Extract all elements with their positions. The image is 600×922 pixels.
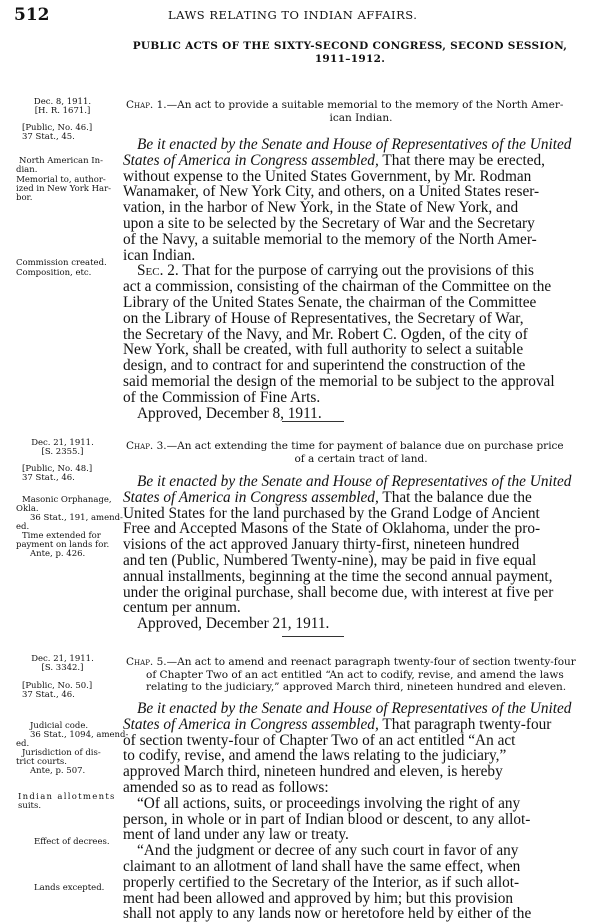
margin-note-line: Composition, etc.	[16, 268, 92, 278]
act3-chap-line: of Chapter Two of an act entitled “An act to codify, revise, and amend the laws	[146, 668, 564, 681]
act1-stat: 37 Stat., 45.	[22, 132, 75, 142]
margin-note-line: Ante, p. 507.	[30, 766, 86, 776]
body-line: shall not apply to any lands now or heretofore held by either of the	[123, 905, 532, 922]
act2-date: Dec. 21, 1911.	[31, 438, 94, 448]
margin-note-line: Lands excepted.	[34, 883, 105, 893]
act2-body	[123, 474, 571, 632]
act2-chap-label: Chap. 3.	[126, 440, 167, 452]
body-line: act a commission, consisting of the chairman of the Committee on the	[123, 278, 552, 296]
body-line: of the Navy, a suitable memorial to the memory of the North Amer-	[123, 230, 537, 248]
body-line: annual installments, beginning at the time the second annual payment,	[123, 567, 553, 585]
margin-note	[16, 175, 112, 203]
margin-note-line: ed.	[16, 739, 30, 749]
act3-dateline	[25, 655, 100, 673]
act2-chap-line: of a certain tract of land.	[294, 452, 428, 465]
body-text: That paragraph twenty-four	[378, 715, 552, 733]
body-line: “And the judgment or decree of any such court in favor of any	[137, 842, 519, 860]
margin-note-line: dian.	[16, 165, 38, 175]
section-title	[110, 40, 590, 66]
body-line: under the original purchase, shall become due, with interest at five per	[123, 583, 554, 601]
act3-date: Dec. 21, 1911.	[31, 654, 94, 664]
margin-note-line: North American In-	[19, 156, 103, 166]
margin-note-line: Ante, p. 426.	[30, 549, 86, 559]
margin-note-line: 36 Stat., 191, amend-	[30, 513, 123, 523]
margin-note-line: Okla.	[16, 504, 39, 514]
act3-chapter-heading	[126, 656, 576, 694]
section-label: Sec. 2.	[137, 262, 179, 280]
act3-public-number: [Public, No. 50.]	[22, 681, 93, 691]
act2-chap-line: —An act extending the time for payment of balance due on purchase price	[166, 440, 564, 452]
enacting-clause: States of America in Congress assembled,	[123, 488, 379, 506]
body-text: That there may be erected,	[378, 151, 545, 169]
act3-chap-line: —An act to amend and reenact paragraph twenty-four of section twenty-four	[166, 656, 576, 668]
margin-note-line: suits.	[18, 801, 42, 811]
margin-note	[18, 793, 116, 811]
enacting-clause: States of America in Congress assembled,	[123, 151, 379, 169]
body-line: approved March third, nineteen hundred and eleven, is hereby	[123, 763, 503, 781]
act2-chapter-heading	[126, 440, 596, 465]
body-line: to codify, revise, and amend the laws relating to the judiciary,”	[123, 747, 507, 765]
body-line: design, and to contract for and superintend the construction of the	[123, 357, 526, 375]
act1-approved: Approved, December 8, 1911.	[137, 404, 322, 422]
act2-dateline	[25, 439, 100, 457]
body-line: Be it enacted by the Senate and House of Representatives of the United	[137, 136, 572, 153]
margin-note	[16, 496, 112, 514]
act2-approved: Approved, December 21, 1911.	[137, 615, 330, 633]
body-line: ment of land under any law or treaty.	[123, 826, 349, 844]
act3-bill: [S. 3342.]	[41, 663, 84, 673]
body-line: the Secretary of the Navy, and Mr. Robert C. Ogden, of the city of	[123, 325, 528, 343]
running-head: LAWS RELATING TO INDIAN AFFAIRS.	[168, 8, 418, 22]
act2-bill: [S. 2355.]	[41, 447, 84, 457]
body-line: ican Indian.	[123, 246, 196, 264]
enacting-clause: States of America in Congress assembled,	[123, 715, 379, 733]
act2-citation	[22, 465, 92, 483]
body-line: United States for the land purchased by the Grand Lodge of Ancient	[123, 504, 540, 522]
margin-note-line: Time extended for	[22, 531, 101, 541]
act1-chap-line: ican Indian.	[329, 111, 393, 124]
body-text: That the balance due the	[378, 488, 532, 506]
act3-chap-line: relating to the judiciary,” approved March third, nineteen hundred and eleven.	[146, 681, 567, 693]
body-line: amended so as to read as follows:	[123, 778, 329, 796]
margin-note	[16, 259, 107, 278]
margin-note-line: Masonic Orphanage,	[22, 495, 112, 505]
body-line: vation, in the harbor of New York, in the State of New York, and	[123, 199, 519, 217]
body-line: properly certified to the Secretary of the Interior, as if such allot-	[123, 873, 520, 891]
act3-stat: 37 Stat., 46.	[22, 690, 75, 700]
section-title-line: PUBLIC ACTS OF THE SIXTY-SECOND CONGRESS, SECOND SESSION,	[132, 40, 568, 52]
body-line: on the Library of House of Representatives, the Secretary of War,	[123, 309, 524, 327]
margin-note-line: Judicial code.	[30, 721, 89, 731]
act1-bill: [H. R. 1671.]	[34, 106, 91, 116]
act1-dateline	[25, 98, 100, 116]
margin-note-line: trict courts.	[16, 757, 67, 767]
body-line: Library of the United States Senate, the chairman of the Committee	[123, 293, 537, 311]
body-line: claimant to an allotment of land shall have the same effect, when	[123, 857, 521, 875]
margin-note-line: ized in New York Har-	[16, 184, 112, 194]
body-line: centum per annum.	[123, 599, 241, 617]
body-line: “Of all actions, suits, or proceedings involving the right of any	[137, 794, 521, 812]
body-line: New York, shall be created, with full authority to select a suitable	[123, 341, 524, 359]
margin-note-line: Effect of decrees.	[34, 837, 110, 847]
body-line: said memorial the design of the memorial to be subject to the approval	[123, 372, 555, 390]
section-divider	[282, 636, 344, 637]
act1-public-number: [Public, No. 46.]	[22, 123, 93, 133]
margin-note	[16, 514, 123, 532]
body-line: and ten (Public, Numbered Twenty-nine), may be paid in five equal	[123, 551, 537, 569]
act1-chap-line: —An act to provide a suitable memorial to the memory of the North Amer-	[166, 99, 564, 111]
body-line: ment had been allowed and approved by him; but this provision	[123, 889, 513, 907]
act1-date: Dec. 8, 1911.	[33, 97, 92, 107]
act3-citation	[22, 682, 92, 700]
act1-citation	[22, 124, 92, 142]
margin-note-line: Memorial to, author-	[16, 175, 106, 185]
margin-note-line: payment on lands for.	[16, 540, 110, 550]
body-line: Be it enacted by the Senate and House of Representatives of the United	[137, 700, 572, 717]
body-line: upon a site to be selected by the Secretary of War and the Secretary	[123, 214, 535, 232]
act1-chap-label: Chap. 1.	[126, 99, 167, 111]
body-line: Wanamaker, of New York City, and others, on a United States reser-	[123, 183, 540, 201]
act2-public-number: [Public, No. 48.]	[22, 464, 93, 474]
body-line: Free and Accepted Masons of the State of Oklahoma, under the pro-	[123, 520, 541, 538]
margin-note	[16, 722, 128, 776]
margin-note-line: 36 Stat., 1094, amend-	[30, 730, 129, 740]
margin-note-line: Commission created.	[16, 258, 107, 268]
margin-note	[34, 838, 110, 847]
margin-note	[16, 157, 106, 175]
act2-stat: 37 Stat., 46.	[22, 473, 75, 483]
body-line: of the Commission of Fine Arts.	[123, 388, 321, 406]
margin-note	[16, 532, 109, 559]
act1-chapter-heading	[126, 99, 596, 124]
body-line: person, in whole or in part of Indian blood or descent, to any allot-	[123, 810, 531, 828]
margin-note-line: bor.	[16, 193, 33, 203]
body-line: without expense to the United States Government, by Mr. Rodman	[123, 167, 532, 185]
body-line: Be it enacted by the Senate and House of Representatives of the United	[137, 473, 572, 490]
body-line: visions of the act approved January thirty-first, nineteen hundred	[123, 536, 520, 554]
body-text: That for the purpose of carrying out the provisions of this	[178, 262, 534, 280]
body-line: of section twenty-four of Chapter Two of an act entitled “An act	[123, 731, 516, 749]
act1-body	[123, 137, 571, 421]
margin-note	[34, 884, 104, 893]
section-divider	[282, 421, 344, 422]
page-number: 512	[14, 5, 50, 25]
act3-chap-label: Chap. 5.	[126, 656, 167, 668]
margin-note-line: Jurisdiction of dis-	[22, 748, 101, 758]
margin-note-line: Indian allotments	[18, 792, 116, 802]
section-title-years: 1911–1912.	[314, 53, 386, 65]
act3-body	[123, 701, 571, 922]
margin-note-line: ed.	[16, 522, 30, 532]
